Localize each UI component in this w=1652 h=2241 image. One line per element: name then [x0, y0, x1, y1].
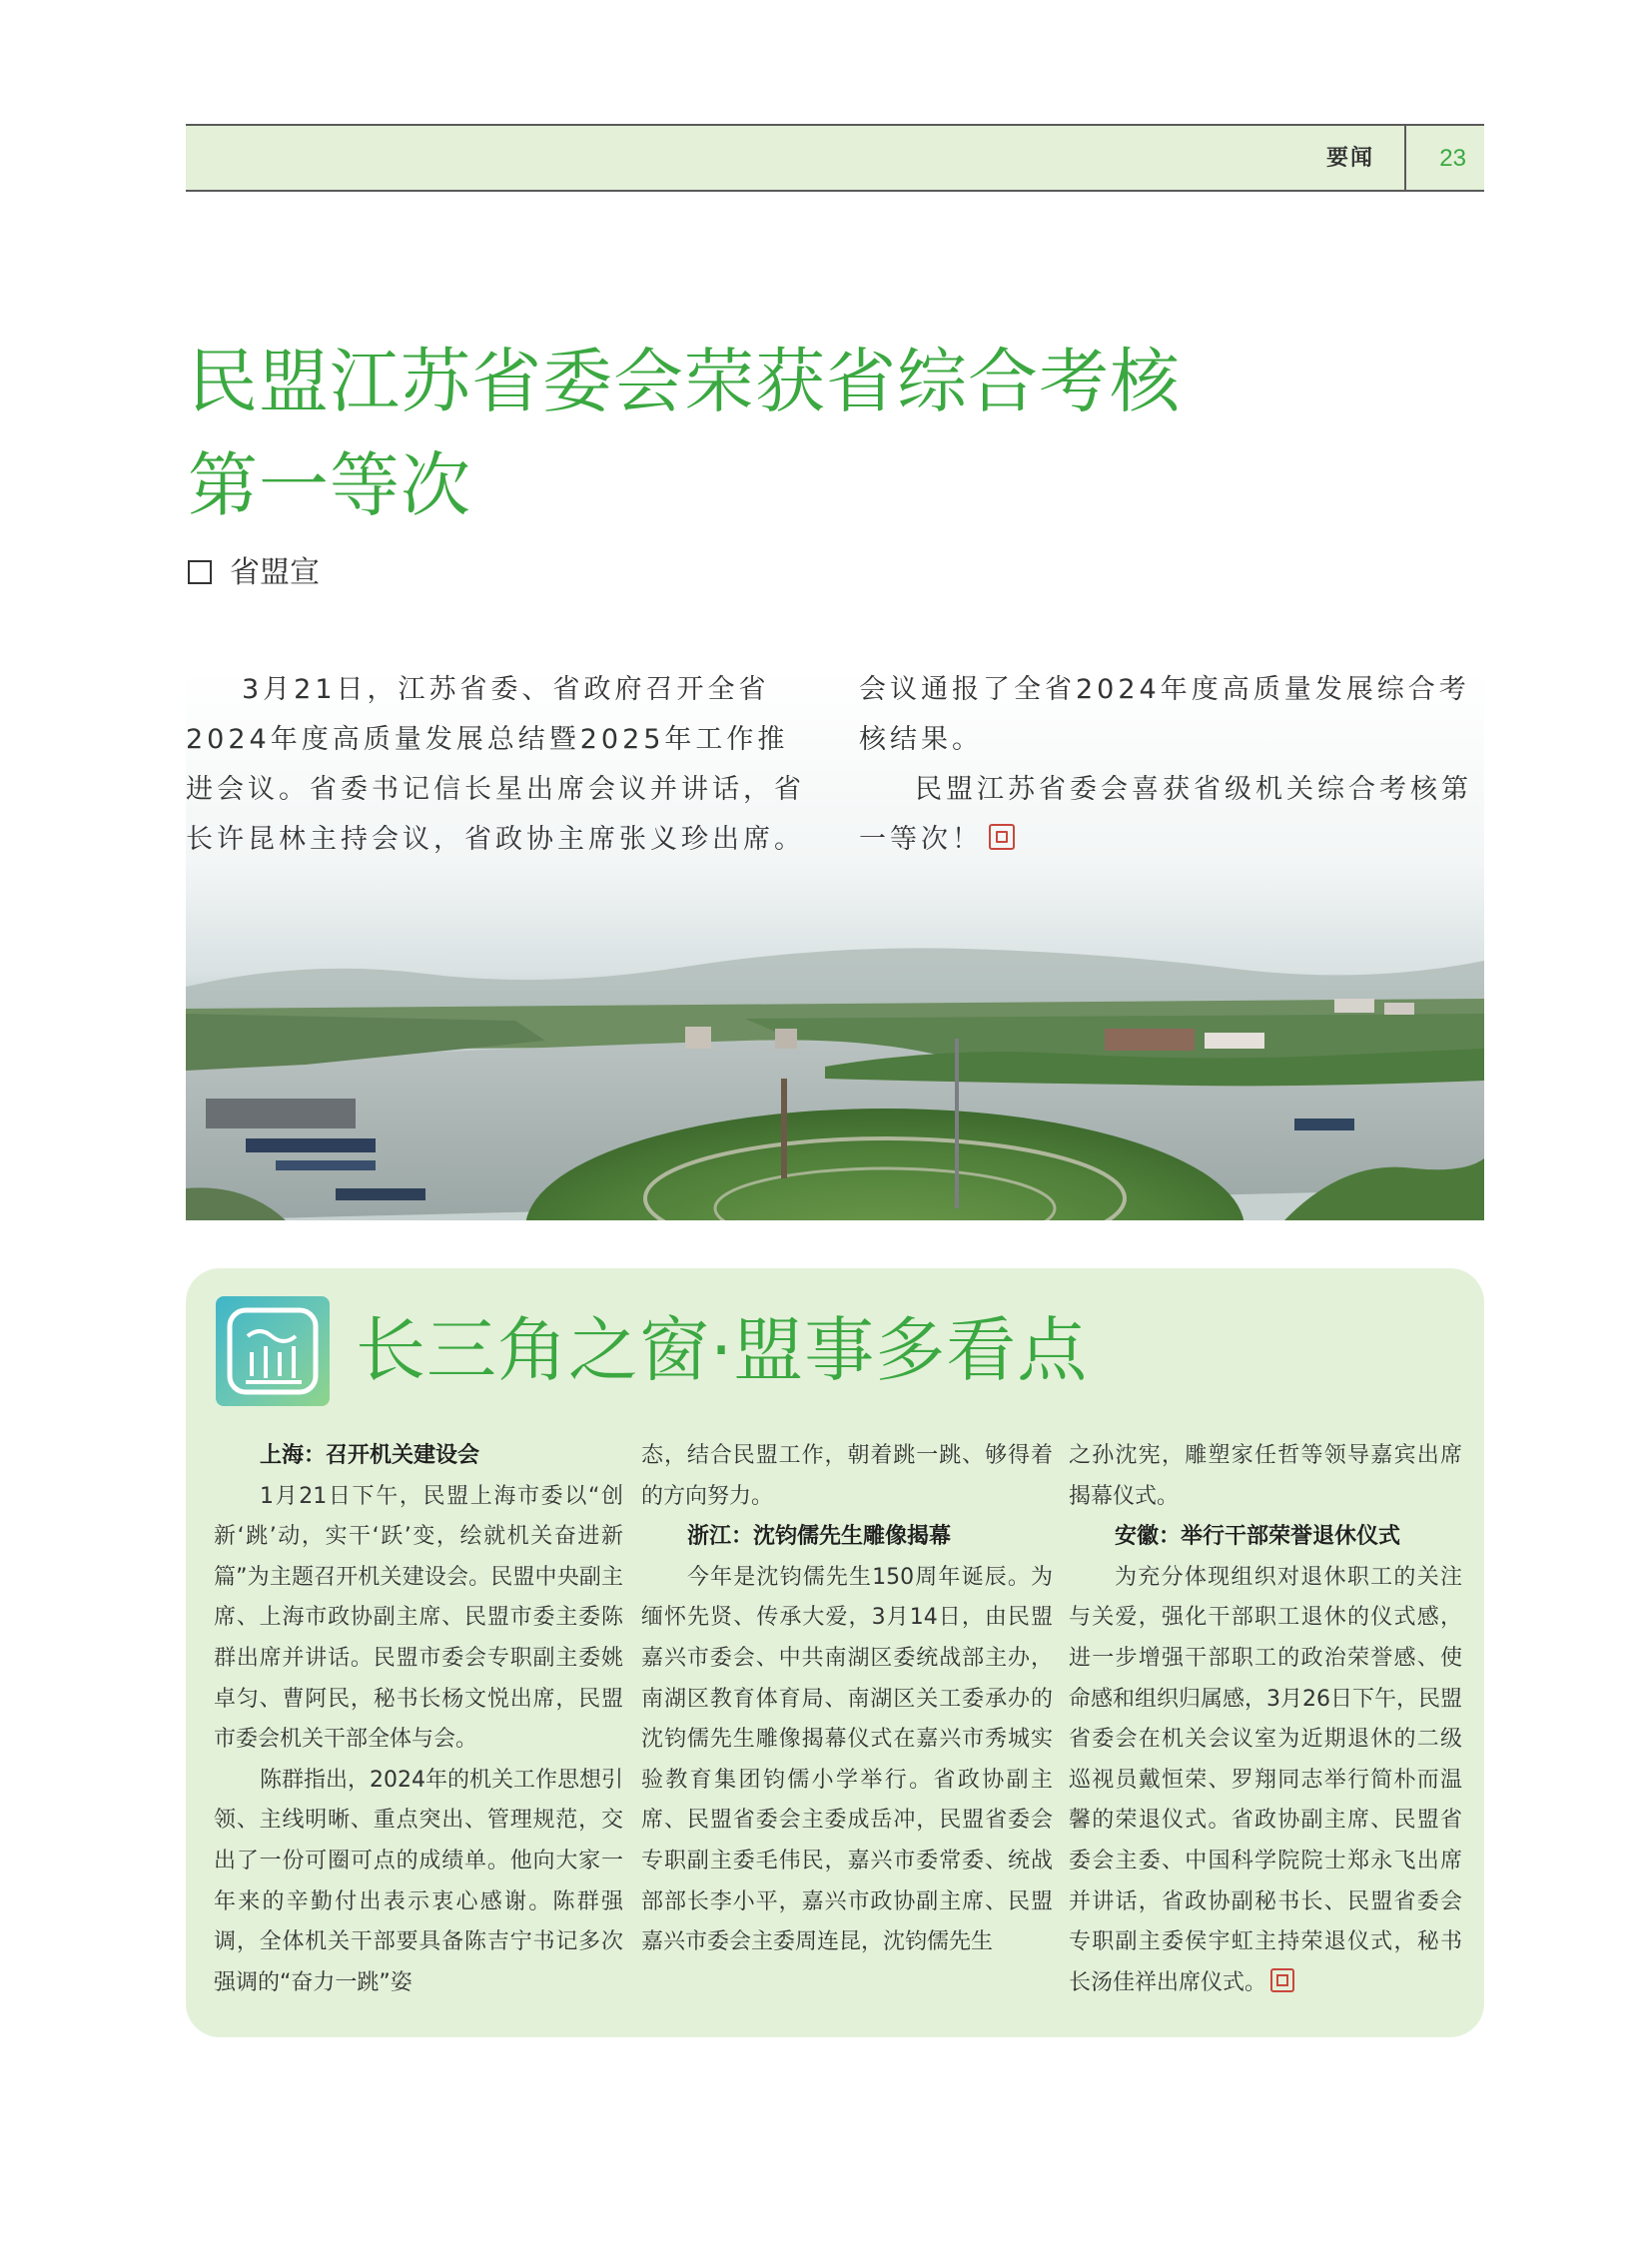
intro-right-column [859, 665, 1486, 865]
yangtze-delta-logo-icon [216, 1296, 330, 1406]
news-column-1 [214, 1436, 623, 2003]
news-column-3 [1069, 1436, 1462, 2003]
author-line [188, 547, 320, 591]
section-label: 要闻 [1325, 145, 1374, 171]
page-header [186, 124, 1484, 192]
intro-paragraph: 3月21日，江苏省委、省政府召开全省2024年度高质量发展总结暨2025年工作推进会议。省委书记信长星出席会议并讲话，省长许昆林主持会议，省政协主席张义珍出席。 [186, 674, 805, 855]
article-title [188, 330, 1486, 537]
anhui-heading: 安徽：举行干部荣誉退休仪式 [1115, 1524, 1401, 1550]
shanghai-paragraph-2-continued: 态，结合民盟工作，朝着跳一跳、够得着的方向努力。 [641, 1443, 1053, 1509]
shanghai-heading: 上海：召开机关建设会 [260, 1443, 480, 1468]
shanghai-paragraph-2: 陈群指出，2024年的机关工作思想引领、主线明晰、重点突出、管理规范，交出了一份可圈可点的成绩单。他向大家一年来的辛勤付出表示衷心感谢。陈群强调，全体机关干部要具备陈吉宁书记多次强调的“奋力一跳”姿 [214, 1767, 623, 1995]
news-column-2 [641, 1436, 1053, 1963]
news-panel [186, 1268, 1484, 2037]
panel-title: 长三角之窗·盟事多看点 [356, 1309, 1089, 1391]
zhejiang-paragraph-1: 今年是沈钧儒先生150周年诞辰。为缅怀先贤、传承大爱，3月14日，由民盟嘉兴市委会、中共南湖区委统战部主办，南湖区教育体育局、南湖区关工委承办的沈钧儒先生雕像揭幕仪式在嘉兴市秀城实验教育集团钧儒小学举行。省政协副主席、民盟省委会主委成岳冲，民盟省委会专职副主委毛伟民，嘉兴市委常委、统战部部长李小平，嘉兴市政协副主席、民盟嘉兴市委会主委周连昆，沈钧儒先生 [641, 1564, 1053, 1955]
zhejiang-paragraph-1-continued: 之孙沈宪，雕塑家任哲等领导嘉宾出席揭幕仪式。 [1069, 1443, 1462, 1509]
title-line-1: 民盟江苏省委会荣获省综合考核 [188, 341, 1181, 422]
zhejiang-heading: 浙江：沈钧儒先生雕像揭幕 [687, 1524, 952, 1550]
end-mark-icon [989, 824, 1015, 850]
page-number: 23 [1439, 145, 1466, 172]
author-name: 省盟宣 [230, 555, 320, 590]
header-divider [1404, 126, 1406, 190]
intro-right-paragraph-2-text: 民盟江苏省委会喜获省级机关综合考核第一等次！ [859, 774, 1472, 855]
anhui-paragraph-text: 为充分体现组织对退休职工的关注与关爱，强化干部职工退休的仪式感，进一步增强干部职工的政治荣誉感、使命感和组织归属感，3月26日下午，民盟省委会在机关会议室为近期退休的二级巡视员戴恒荣、罗翔同志举行简朴而温馨的荣退仪式。省政协副主席、民盟省委会主委、中国科学院院士郑永飞出席并讲话，省政协副秘书长、民盟省委会专职副主委侯宇虹主持荣退仪式，秘书长汤佳祥出席仪式。 [1069, 1564, 1462, 1995]
intro-left-column [186, 665, 815, 865]
intro-right-paragraph-2 [859, 765, 1486, 865]
title-line-2: 第一等次 [188, 444, 471, 526]
square-bullet-icon [188, 560, 212, 584]
anhui-paragraph [1069, 1558, 1462, 2004]
end-mark-icon [1270, 1968, 1294, 1992]
intro-right-paragraph-1: 会议通报了全省2024年度高质量发展综合考核结果。 [859, 674, 1470, 755]
shanghai-paragraph-1: 1月21日下午，民盟上海市委以“创新‘跳’动，实干‘跃’变，绘就机关奋进新篇”为主题召开机关建设会。民盟中央副主席、上海市政协副主席、民盟市委主委陈群出席并讲话。民盟市委会专职副主委姚卓匀、曹阿民，秘书长杨文悦出席，民盟市委会机关干部全体与会。 [214, 1483, 623, 1753]
